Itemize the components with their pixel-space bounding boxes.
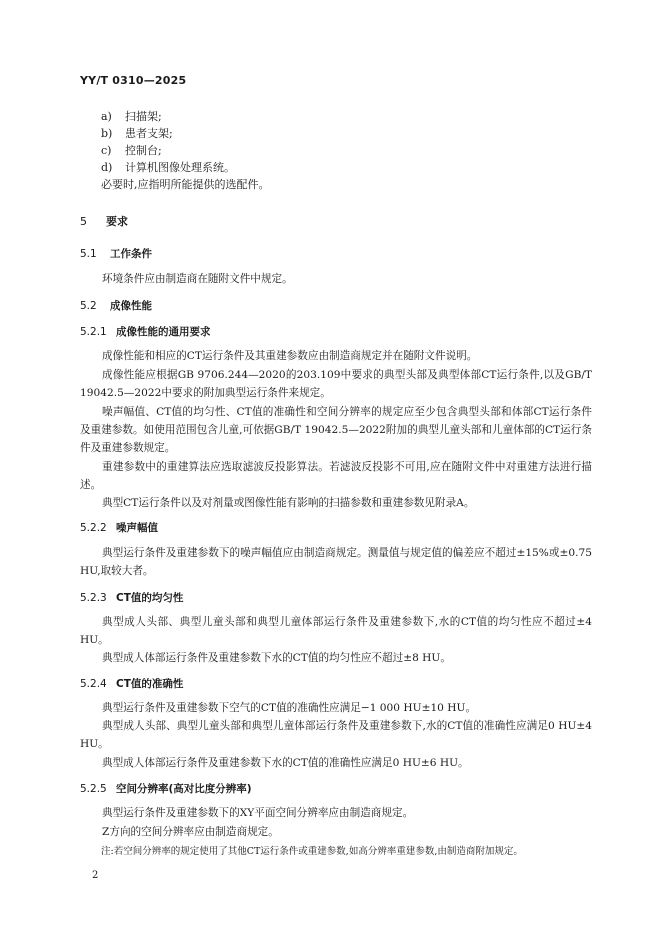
section-5-2-4-heading — [80, 676, 183, 691]
paragraph: 典型成人体部运行条件及重建参数下水的CT值的均匀性应不超过±8 HU。 — [102, 652, 451, 664]
section-5-2-1-heading — [80, 324, 211, 339]
paragraph: 典型CT运行条件以及对剂量或图像性能有影响的扫描参数和重建参数见附录A。 — [102, 497, 475, 509]
section-number: 5.2.5 — [80, 783, 107, 795]
section-title: CT值的均匀性 — [116, 592, 184, 604]
section-5-1-heading — [80, 246, 152, 261]
section-title: CT值的准确性 — [116, 678, 184, 690]
paragraph: 成像性能应根据GB 9706.244—2020的203.109中要求的典型头部及典型体部CT运行条件,以及GB/T 19042.5—2022中要求的附加典型运行条件来规定。 — [80, 369, 592, 399]
section-number: 5.2.3 — [80, 592, 107, 604]
section-number: 5.2.2 — [80, 522, 107, 534]
paragraph: 典型成人体部运行条件及重建参数下水的CT值的准确性应满足0 HU±6 HU。 — [102, 757, 469, 769]
section-title: 空间分辨率(高对比度分辨率) — [116, 783, 252, 795]
section-number: 5.1 — [80, 248, 97, 260]
section-5-2-5-heading — [80, 781, 252, 796]
section-title: 要求 — [106, 215, 128, 228]
list-item-text: 患者支架; — [125, 127, 173, 140]
section-5-2-heading — [80, 298, 152, 313]
list-item-label: b) — [101, 127, 113, 140]
list-item — [101, 159, 235, 176]
section-title: 成像性能的通用要求 — [116, 326, 211, 338]
section-number: 5 — [80, 215, 87, 228]
section-5-2-3-heading — [80, 590, 183, 605]
section-number: 5.2.1 — [80, 326, 107, 338]
paragraph: 环境条件应由制造商在随附文件中规定。 — [102, 273, 293, 285]
paragraph: 典型运行条件及重建参数下的XY平面空间分辨率应由制造商规定。 — [102, 807, 414, 819]
note: 注:若空间分辨率的规定使用了其他CT运行条件或重建参数,如高分辨率重建参数,由制造商附加规定。 — [101, 846, 523, 857]
list-item-text: 扫描架; — [125, 110, 162, 123]
section-title: 成像性能 — [110, 300, 152, 312]
paragraph: Z方向的空间分辨率应由制造商规定。 — [102, 826, 279, 838]
list-item — [101, 142, 162, 159]
list-item — [101, 125, 173, 142]
list-item-text: 控制台; — [125, 144, 162, 157]
section-title: 工作条件 — [110, 248, 152, 260]
paragraph: 噪声幅值、CT值的均匀性、CT值的准确性和空间分辨率的规定应至少包含典型头部和体部CT运行条件及重建参数。如使用范围包含儿童,可依据GB/T 19042.5—2022附加的典型儿童头部和儿童体部的CT运行条件及重建参数规定。 — [80, 406, 592, 454]
list-trailer: 必要时,应指明所能提供的选配件。 — [101, 178, 270, 191]
page-number: 2 — [92, 870, 99, 881]
section-number: 5.2.4 — [80, 678, 107, 690]
list-item-label: c) — [101, 144, 112, 157]
paragraph: 典型成人头部、典型儿童头部和典型儿童体部运行条件及重建参数下,水的CT值的准确性应满足0 HU±4 HU。 — [80, 720, 592, 750]
paragraph: 典型运行条件及重建参数下的噪声幅值应由制造商规定。测量值与规定值的偏差应不超过±15%或±0.75 HU,取较大者。 — [80, 547, 592, 577]
list-item-label: a) — [101, 110, 112, 123]
section-title: 噪声幅值 — [116, 522, 158, 534]
paragraph: 重建参数中的重建算法应选取滤波反投影算法。若滤波反投影不可用,应在随附文件中对重建方法进行描述。 — [80, 461, 592, 491]
list-item-text: 计算机图像处理系统。 — [125, 161, 235, 174]
standard-code-header: YY/T 0310—2025 — [80, 74, 187, 87]
list-item-label: d) — [101, 161, 113, 174]
section-number: 5.2 — [80, 300, 97, 312]
paragraph: 成像性能和相应的CT运行条件及其重建参数应由制造商规定并在随附文件说明。 — [102, 350, 478, 362]
paragraph: 典型运行条件及重建参数下空气的CT值的准确性应满足−1 000 HU±10 HU。 — [102, 702, 477, 714]
section-5-2-2-heading — [80, 520, 158, 535]
list-item — [101, 108, 162, 125]
paragraph: 典型成人头部、典型儿童头部和典型儿童体部运行条件及重建参数下,水的CT值的均匀性应不超过±4 HU。 — [80, 616, 592, 646]
section-5-heading — [80, 213, 128, 229]
